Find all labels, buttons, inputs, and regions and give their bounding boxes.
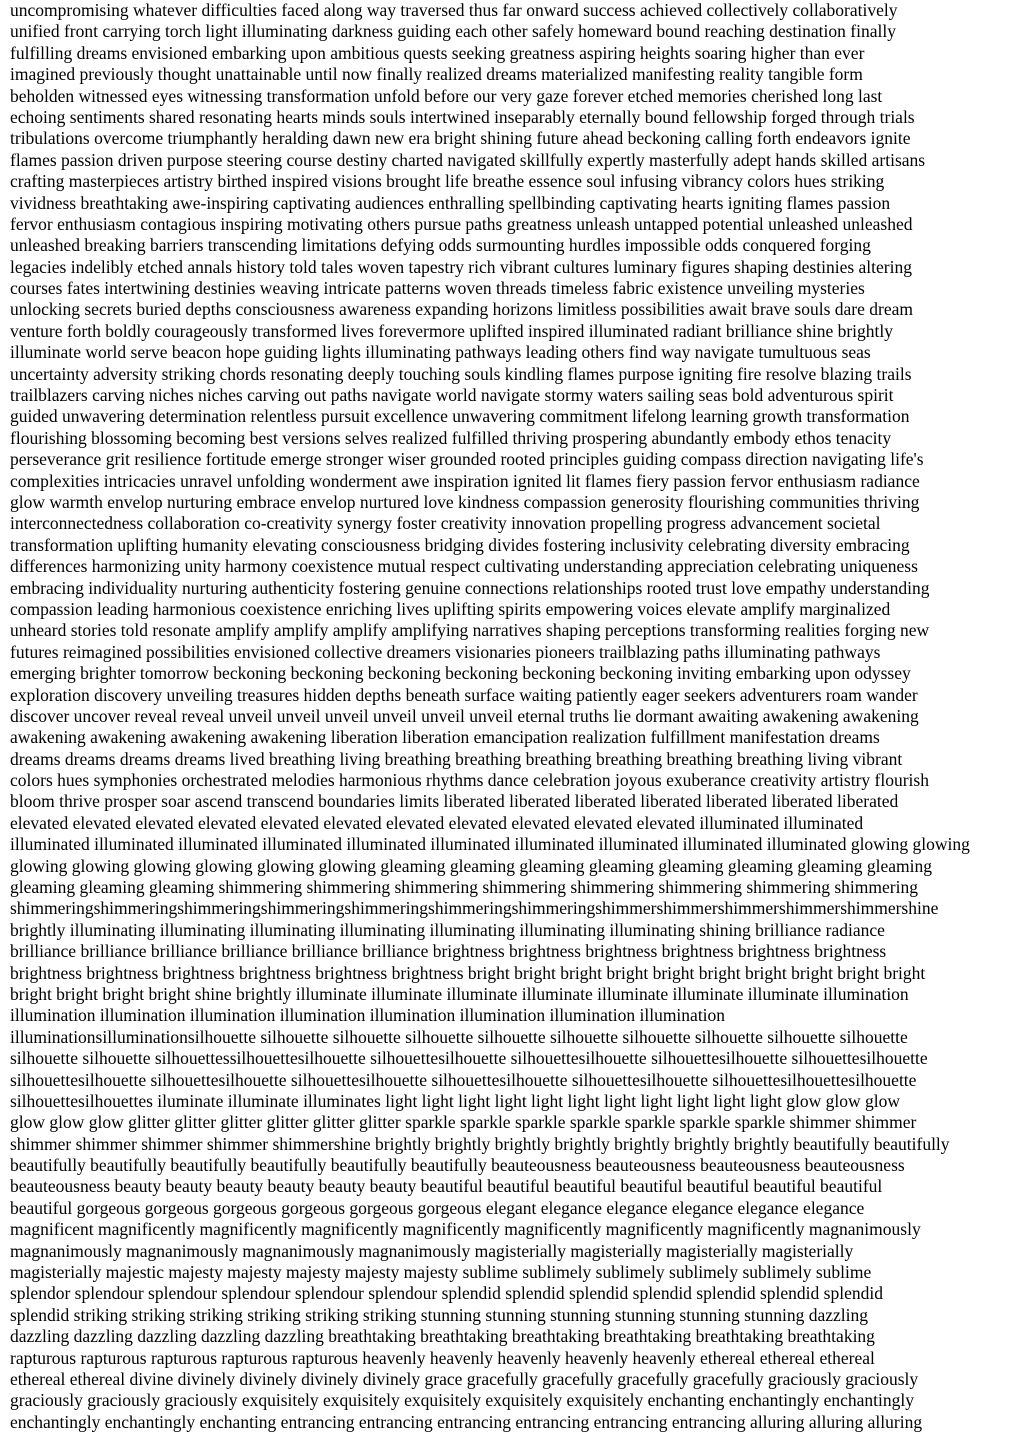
text-line: flames passion driven purpose steering course destiny charted navigated skillfully expertly masterfully adept hands skilled artisans (10, 149, 926, 170)
text-line: complexities intricacies unravel unfolding wonderment awe inspiration ignited lit flames fiery passion fervor enthusiasm radiance (10, 470, 920, 491)
text-line: magnanimously magnanimously magnanimously magnanimously magisterially magisterially magisterially magisterially (10, 1240, 854, 1261)
text-line: illumination illumination illumination illumination illumination illumination illumination illumination (10, 1005, 726, 1026)
text-line: unlocking secrets buried depths consciousness awareness expanding horizons limitless possibilities await brave souls dare dream (10, 299, 913, 320)
text-line: futures reimagined possibilities envisioned collective dreamers visionaries pioneers trailblazing paths illuminating pathways (10, 641, 881, 662)
text-line: legacies indelibly etched annals history told tales woven tapestry rich vibrant cultures luminary figures shaping destinies altering (10, 256, 912, 277)
text-line: exploration discovery unveiling treasures hidden depths beneath surface waiting patiently eager seekers adventurers roam wander (10, 684, 918, 705)
text-line: brightly illuminating illuminating illuminating illuminating illuminating illuminating illuminating shining brilliance radiance (10, 919, 885, 940)
text-line: transformation uplifting humanity elevating consciousness bridging divides fostering inclusivity celebrating diversity embracing (10, 534, 910, 555)
text-line: fulfilling dreams envisioned embarking upon ambitious quests seeking greatness aspiring heights soaring higher than ever (10, 42, 865, 63)
text-line: bright bright bright bright shine brightly illuminate illuminate illuminate illuminate illuminate illuminate illuminate illumination (10, 983, 909, 1004)
text-line: interconnectedness collaboration co-creativity synergy foster creativity innovation propelling progress advancement societal (10, 513, 881, 534)
text-line: embracing individuality nurturing authenticity fostering genuine connections relationships rooted trust love empathy understanding (10, 577, 930, 598)
text-line: courses fates intertwining destinies weaving intricate patterns woven threads timeless fabric existence unveiling mysteries (10, 278, 865, 299)
text-line: illuminated illuminated illuminated illuminated illuminated illuminated illuminated illuminated illuminated illuminated glowing glowing (10, 834, 970, 855)
text-line: brightness brightness brightness brightness brightness brightness bright bright bright bright bright bright bright bright bright bright (10, 962, 926, 983)
text-line: unified front carrying torch light illuminating darkness guiding each other safely homeward bound reaching destination finally (10, 21, 896, 42)
text-line: shimmer shimmer shimmer shimmer shimmershine brightly brightly brightly brightly brightly brightly brightly beautifully beautifully (10, 1133, 950, 1154)
text-line: silhouettesilhouettes iluminate illuminate illuminates light light light light light light light light light light light glow glow glow (10, 1090, 901, 1111)
text-line: dazzling dazzling dazzling dazzling dazzling breathtaking breathtaking breathtaking breathtaking breathtaking breathtaking (10, 1326, 875, 1347)
text-line: rapturous rapturous rapturous rapturous rapturous heavenly heavenly heavenly heavenly heavenly ethereal ethereal ethereal (10, 1347, 875, 1368)
text-line: uncertainty adversity striking chords resonating deeply touching souls kindling flames purpose igniting fire resolve blazing trails (10, 363, 912, 384)
text-line: awakening awakening awakening awakening liberation liberation emancipation realization fulfillment manifestation dreams (10, 727, 880, 748)
text-line: beholden witnessed eyes witnessing transformation unfold before our very gaze forever etched memories cherished long last (10, 85, 883, 106)
text-line: fervor enthusiasm contagious inspiring motivating others pursue paths greatness unleash untapped potential unleashed unleashed (10, 213, 913, 234)
text-line: perseverance grit resilience fortitude emerge stronger wiser grounded rooted principles guiding compass direction navigating life's (10, 449, 924, 470)
text-line: venture forth boldly courageously transformed lives forevermore uplifted inspired illuminated radiant brilliance shine brightly (10, 320, 894, 341)
text-line: glowing glowing glowing glowing glowing glowing gleaming gleaming gleaming gleaming gleaming gleaming gleaming gleaming (10, 855, 933, 876)
text-line: unleashed breaking barriers transcending limitations defying odds surmounting hurdles impossible odds conquered forging (10, 235, 871, 256)
text-line: shimmeringshimmeringshimmeringshimmeringshimmeringshimmeringshimmeringshimmershimmershimmershimmershimmershine (10, 898, 939, 919)
text-line: differences harmonizing unity harmony coexistence mutual respect cultivating understanding appreciation celebrating uniqueness (10, 556, 918, 577)
text-line: illuminate world serve beacon hope guiding lights illuminating pathways leading others find way navigate tumultuous seas (10, 342, 871, 363)
text-line: crafting masterpieces artistry birthed inspired visions brought life breathe essence soul infusing vibrancy colors hues striking (10, 171, 885, 192)
text-line: flourishing blossoming becoming best versions selves realized fulfilled thriving prospering abundantly embody ethos tenacity (10, 427, 892, 448)
text-line: silhouettesilhouette silhouettesilhouette silhouettesilhouette silhouettesilhouette silhouettesilhouette silhouettesilhouettesilhouette (10, 1069, 917, 1090)
text-line: uncompromising whatever difficulties faced along way traversed thus far onward success achieved collectively collaboratively (10, 0, 898, 20)
text-line: glow warmth envelop nurturing embrace envelop nurtured love kindness compassion generosity flourishing communities thriving (10, 491, 920, 512)
text-line: elevated elevated elevated elevated elevated elevated elevated elevated elevated elevated elevated illuminated illuminated (10, 812, 864, 833)
text-line: tribulations overcome triumphantly heralding dawn new era bright shining future ahead beckoning calling forth endeavors ignite (10, 128, 911, 149)
text-line: trailblazers carving niches niches carving out paths navigate world navigate stormy waters sailing seas bold adventurous spirit (10, 385, 894, 406)
text-line: illuminationsilluminationsilhouette silhouette silhouette silhouette silhouette silhouette silhouette silhouette silhouette silhouette (10, 1026, 908, 1047)
text-line: bloom thrive prosper soar ascend transcend boundaries limits liberated liberated liberated liberated liberated liberated liberated (10, 791, 899, 812)
text-line: splendid striking striking striking striking striking striking stunning stunning stunning stunning stunning stunning dazzling (10, 1304, 869, 1325)
text-line: compassion leading harmonious coexistence enriching lives uplifting spirits empowering voices elevate amplify marginalized (10, 598, 891, 619)
text-line: silhouette silhouette silhouettessilhouettesilhouette silhouettesilhouette silhouettesilhouette silhouettesilhouette silhouettesilhouette (10, 1048, 928, 1069)
text-line: imagined previously thought unattainable until now finally realized dreams materialized manifesting reality tangible form (10, 64, 863, 85)
text-line: vividness breathtaking awe-inspiring captivating audiences enthralling spellbinding captivating hearts igniting flames passion (10, 192, 891, 213)
text-line: ethereal ethereal divine divinely divinely divinely divinely grace gracefully gracefully gracefully gracefully graciously graciously (10, 1369, 919, 1389)
text-line: colors hues symphonies orchestrated melodies harmonious rhythms dance celebration joyous exuberance creativity artistry flourish (10, 770, 929, 791)
text-line: beauteousness beauty beauty beauty beauty beauty beauty beautiful beautiful beautiful beautiful beautiful beautiful beautiful (10, 1176, 883, 1197)
text-line: gleaming gleaming gleaming shimmering shimmering shimmering shimmering shimmering shimmering shimmering shimmering (10, 877, 918, 898)
text-line: beautiful gorgeous gorgeous gorgeous gorgeous gorgeous gorgeous elegant elegance elegance elegance elegance elegance (10, 1197, 865, 1218)
text-line: dreams dreams dreams dreams lived breathing living breathing breathing breathing breathing breathing breathing living vibrant (10, 748, 903, 769)
text-line: brilliance brilliance brilliance brilliance brilliance brilliance brightness brightness brightness brightness brightness brightness (10, 941, 887, 962)
text-line: guided unwavering determination relentless pursuit excellence unwavering commitment lifelong learning growth transformation (10, 406, 910, 427)
text-line: splendor splendour splendour splendour splendour splendour splendid splendid splendid splendid splendid splendid splendid (10, 1283, 883, 1304)
text-line: unheard stories told resonate amplify amplify amplify amplifying narratives shaping perceptions transforming realities forging new (10, 620, 930, 641)
text-line: graciously graciously graciously exquisitely exquisitely exquisitely exquisitely exquisitely enchanting enchantingly enchantingly (10, 1390, 914, 1411)
text-line: enchantingly enchantingly enchanting entrancing entrancing entrancing entrancing entrancing entrancing alluring alluring alluring (10, 1411, 923, 1432)
text-line: glow glow glow glitter glitter glitter glitter glitter glitter sparkle sparkle sparkle sparkle sparkle sparkle sparkle shimmer shimmer (10, 1112, 917, 1133)
text-line: magnificent magnificently magnificently magnificently magnificently magnificently magnificently magnificently magnanimously (10, 1219, 921, 1240)
text-line: beautifully beautifully beautifully beautifully beautifully beautifully beauteousness beauteousness beauteousness beauteousness (10, 1155, 905, 1176)
text-line: discover uncover reveal reveal unveil unveil unveil unveil unveil unveil eternal truths lie dormant awaiting awakening awakening (10, 705, 919, 726)
text-line: magisterially majestic majesty majesty majesty majesty majesty sublime sublimely sublimely sublimely sublimely sublime (10, 1262, 872, 1283)
text-line: echoing sentiments shared resonating hearts minds souls intertwined inseparably eternally bound fellowship forged through trials (10, 106, 915, 127)
text-line: emerging brighter tomorrow beckoning beckoning beckoning beckoning beckoning beckoning inviting embarking upon odyssey (10, 663, 911, 684)
